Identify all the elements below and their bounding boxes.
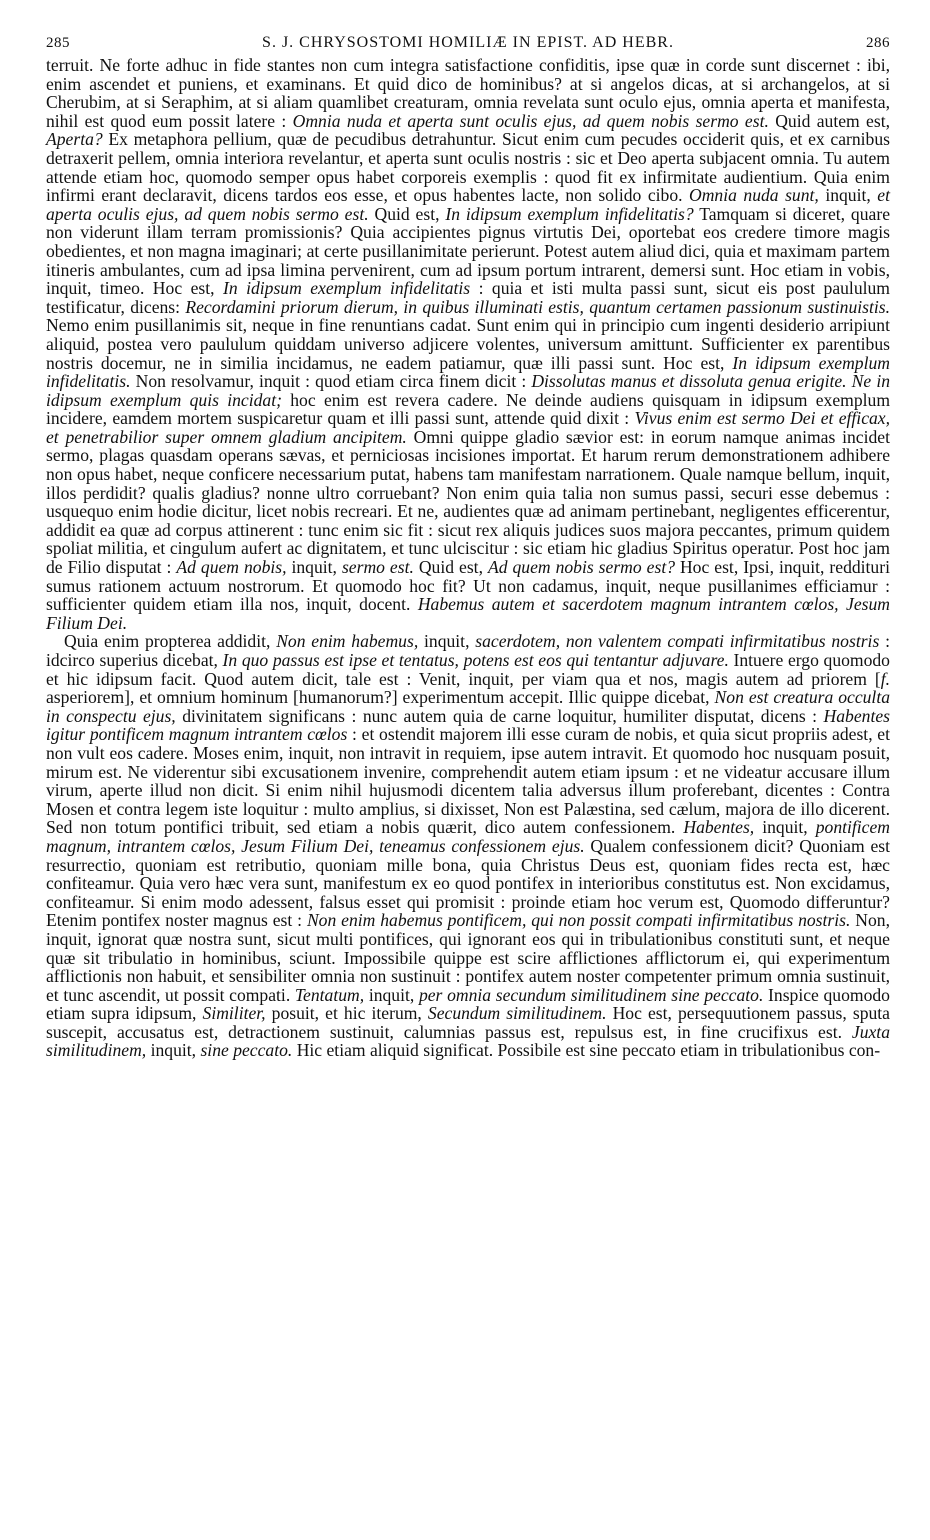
text-run: Nemo enim pusillanimis sit, neque in fine renuntians cadat. Sunt enim qui in principio cum ingenti desiderio arripiunt aliquid, postea vero paululum quiddam universo adjicere volentes, universum amittunt. Sufficienter ex parentibus nostris docemur, ne in similia incidamus, ne eadem patiamur, quæ illi passi sunt. Hoc est, bbox=[46, 315, 890, 373]
italic-quotation: In idipsum exemplum infidelitatis bbox=[222, 278, 471, 299]
text-run: Hic etiam aliquid significat. Possibile est sine peccato etiam in tribulationibus con- bbox=[292, 1040, 881, 1061]
text-run: : et ostendit majorem illi esse curam de nobis, et quia sicut propriis adest, et non vult eos cadere. Moses enim, inquit, non intravit in requiem, ipse autem intravit. Et quomodo hoc nusquam posuit, mirum est. Ne viderentur sibi excusationem invenire, comprehendit autem etiam ipsum : et ne videatur accusare illum virum, aperte illud non dicit. Si enim nihil hujusmodi dicentem talia adversus illum proferebant, dicentes : Contra Mosen et contra legem iste loquitur : multo amplius, si dixisset, Non est Palæstina, sed cælum, majora de illo dicerent. Sed non totum pontifici tribuit, sed etiam a nobis quærit, dico autem confessionem. bbox=[46, 724, 891, 838]
text-run: Intuere ergo quomodo et hic idipsum facit. Quod autem dicit, tale est : Venit, inquit, per viam qua et nos, magis autem ad priorem [ bbox=[46, 650, 890, 689]
italic-quotation: sacerdotem, non valentem compati infirmitatibus nostris bbox=[475, 631, 880, 652]
italic-quotation: Aperta? bbox=[46, 129, 103, 150]
italic-quotation: Ad quem nobis, bbox=[176, 557, 287, 578]
italic-quotation: Recordamini priorum dierum, in quibus illuminati estis, quantum certamen passionum sustinuistis. bbox=[185, 296, 890, 317]
text-run: asperiorem], et omnium hominum [humanorum?] experimentum accepit. Illic quippe dicebat, bbox=[46, 687, 715, 708]
text-run: Hoc est, Ipsi, inquit, reddituri sumus rationem actuum nostrorum. Et quomodo hoc fit? Ut non cadamus, inquit, neque pusillanimes efficiamur : sufficienter quidem etiam illa nos, inquit, docent. bbox=[46, 557, 890, 615]
text-run: posuit, et hic iterum, bbox=[265, 1003, 428, 1024]
italic-quotation: Non est creatura occulta in conspectu ejus, bbox=[46, 687, 891, 726]
italic-quotation: Omnia nuda sunt, bbox=[689, 185, 819, 206]
text-run: Quia enim propterea addidit, bbox=[64, 631, 277, 652]
italic-quotation: Non enim habemus pontificem, qui non possit compati infirmitatibus nostris. bbox=[306, 910, 851, 931]
paragraph bbox=[46, 56, 890, 632]
italic-quotation: Secundum similitudinem. bbox=[427, 1003, 607, 1024]
text-run: : idcirco superius dicebat, bbox=[46, 631, 890, 670]
italic-quotation: per omnia secundum similitudinem sine peccato. bbox=[418, 984, 764, 1005]
italic-quotation: sermo est. bbox=[341, 557, 414, 578]
text-run: inquit, bbox=[364, 984, 419, 1005]
italic-quotation: In idipsum exemplum infidelitatis? bbox=[445, 203, 694, 224]
italic-quotation: Omnia nuda et aperta sunt oculis ejus, ad quem nobis sermo est. bbox=[292, 110, 769, 131]
italic-quotation: f. bbox=[880, 668, 890, 689]
italic-quotation: Ad quem nobis sermo est? bbox=[487, 557, 675, 578]
text-run: divinitatem significans : nunc autem quia de carne loquitur, humiliter disputat, dicens : bbox=[175, 705, 824, 726]
text-run: Omni quippe gladio sævior est: in eorum namque animas incidet sermo, plagas quasdam operans sævas, et perniciosas incisiones importat. Et harum rerum demonstrationem adhibere non opus habet, neque conficere necessarium putat, habens tam manifestam narrationem. Quale namque bellum, inquit, illos perdidit? qualis gladius? nonne ultro corruebant? Non enim quia talia non sumus passi, securi esse debemus : usquequo enim hodie dicitur, licet nobis recreari. Et ne, audientes quæ ad animam pertinebant, negligentes efficerentur, addidit ea quæ ad corpus attinerent : tunc enim sic fit : sicut rex aliquis judices suos majora peccantes, primum quidem spoliat militia, et cingulum aufert ac dignitatem, et tunc ulciscitur : sic etiam hic gladius Spiritus operatur. Post hoc jam de Filio disputat : bbox=[46, 426, 890, 578]
italic-quotation: Habentes, bbox=[683, 817, 755, 838]
paragraph bbox=[46, 632, 890, 1060]
italic-quotation: In quo passus est ipse et tentatus, potens est eos qui tentantur adjuvare. bbox=[222, 650, 729, 670]
text-run: inquit, bbox=[146, 1040, 201, 1061]
text-run: Hoc est, persequutionem passus, sputa suscepit, accusatus est, detractionem sustinuit, calumnias passus est, repulsus est, in fine crucifixus est. bbox=[46, 1003, 890, 1042]
italic-quotation: et aperta oculis ejus, ad quem nobis sermo est. bbox=[46, 185, 890, 224]
text-run: Inspice quomodo etiam supra idipsum, bbox=[46, 984, 890, 1024]
italic-quotation: Similiter, bbox=[202, 1003, 266, 1024]
text-run: inquit, bbox=[286, 557, 342, 578]
text-run: hoc enim est revera cadere. Ne deinde audiens quisquam in idipsum exemplum incidere, eamdem mortem suspicaretur quam et illi passi sunt, attende quid dixit : bbox=[46, 389, 891, 429]
italic-quotation: Juxta similitudinem, bbox=[46, 1021, 890, 1061]
italic-quotation: Non enim habemus, bbox=[276, 631, 419, 652]
text-run: Quid est, bbox=[413, 557, 488, 578]
right-page-number: 286 bbox=[866, 35, 890, 51]
running-header bbox=[46, 34, 890, 52]
text-run: inquit, bbox=[754, 817, 816, 838]
text-run: terruit. Ne forte adhuc in fide stantes non cum integra satisfactione confiditis, ipse quæ in corde sunt discernet : ibi, enim ascendet et puniens, et examinans. Et quid dico de hominibus? at si angelos dicas, at si archangelos, at si Cherubim, at si Seraphim, at si aliam quamlibet creaturam, omnia revelata sunt oculo ejus, omnia aperta et manifesta, nihil est quod eum possit latere : bbox=[46, 55, 890, 131]
italic-quotation: In idipsum exemplum infidelitatis. bbox=[46, 352, 890, 392]
italic-quotation: pontificem magnum, intrantem cœlos, Jesum Filium Dei, teneamus confessionem ejus. bbox=[46, 817, 890, 856]
text-run: inquit, bbox=[818, 185, 878, 206]
text-run: Quid est, bbox=[368, 203, 446, 224]
body-text bbox=[46, 56, 890, 1060]
text-run: inquit, bbox=[418, 631, 476, 652]
text-run: Non, inquit, ignorat quæ nostra sunt, sicut multi pontifices, qui ignorant eos qui in tribulationibus constituti sunt, et neque quæ sit tribulatio in hominibus, sciunt. Impossibile quippe est scire afflictiones afflictorum ei, qui experimentum afflictionis non habuit, et sensibiliter omnia non sustinuit : pontifex autem noster competenter primum omnia sustinuit, et tunc ascendit, ut possit compati. bbox=[46, 910, 890, 1005]
italic-quotation: Vivus enim est sermo Dei et efficax, et penetrabilior super omnem gladium ancipitem. bbox=[46, 408, 891, 447]
text-run: Tamquam si diceret, quare non viderunt illam terram promissionis? Quia accipientes pignus virtutis Dei, oportebat eos credere timore magis obedientes, et non magna imaginari; at certe pusillanimitate perierunt. Potest autem aliud dici, quia et maximam partem itineris ambulantes, cum ad ipsa limina pervenirent, cum ad ipsum portum intrarent, demersi sunt. Hoc etiam in vobis, inquit, timeo. Hoc est, bbox=[46, 203, 891, 299]
text-run: Non resolvamur, inquit : quod etiam circa finem dicit : bbox=[130, 371, 532, 392]
text-run: Ex metaphora pellium, quæ de pecudibus detrahuntur. Sicut enim cum pecudes occiderit quis, et ex carnibus detraxerit pellem, omnia interiora revelantur, et aperta sunt oculis nostris : sic et Deo aperta subjacent omnia. Tu autem attende etiam hoc, quomodo semper opus habet corporeis exemplis : quod fit ex infirmitate audientium. Quia enim infirmi erant declaravit, dicens tardos eos esse, et opus habentes lacte, non solido cibo. bbox=[46, 129, 890, 206]
text-run: : quia et isti multa passi sunt, sicut eis post paululum testificatur, dicens: bbox=[46, 278, 890, 317]
left-page-number: 285 bbox=[46, 35, 70, 51]
italic-quotation: sine peccato. bbox=[200, 1040, 293, 1061]
italic-quotation: Dissolutas manus et dissoluta genua erigite. Ne in idipsum exemplum quis incidat; bbox=[46, 371, 890, 410]
italic-quotation: Habentes igitur pontificem magnum intrantem cœlos bbox=[46, 705, 890, 745]
running-title: S. J. CHRYSOSTOMI HOMILIÆ IN EPIST. AD HEBR. bbox=[262, 34, 674, 51]
italic-quotation: Habemus autem et sacerdotem magnum intrantem cœlos, Jesum Filium Dei. bbox=[46, 594, 890, 633]
italic-quotation: Tentatum, bbox=[294, 984, 365, 1005]
text-run: Qualem confessionem dicit? Quoniam est resurrectio, quoniam est retributio, quoniam mille bona, quia Christus Deus est, quoniam fides recta est, hæc confiteamur. Quia vero hæc vera sunt, manifestum ex eo quod pontifex in interioribus constitutus est. Non excidamus, confiteamur. Si enim modo adessent, falsus esset qui promisit : proinde etiam hoc verum est, Quomodo differuntur? Etenim pontifex noster magnus est : bbox=[46, 835, 890, 931]
text-run: Quid autem est, bbox=[768, 110, 890, 131]
